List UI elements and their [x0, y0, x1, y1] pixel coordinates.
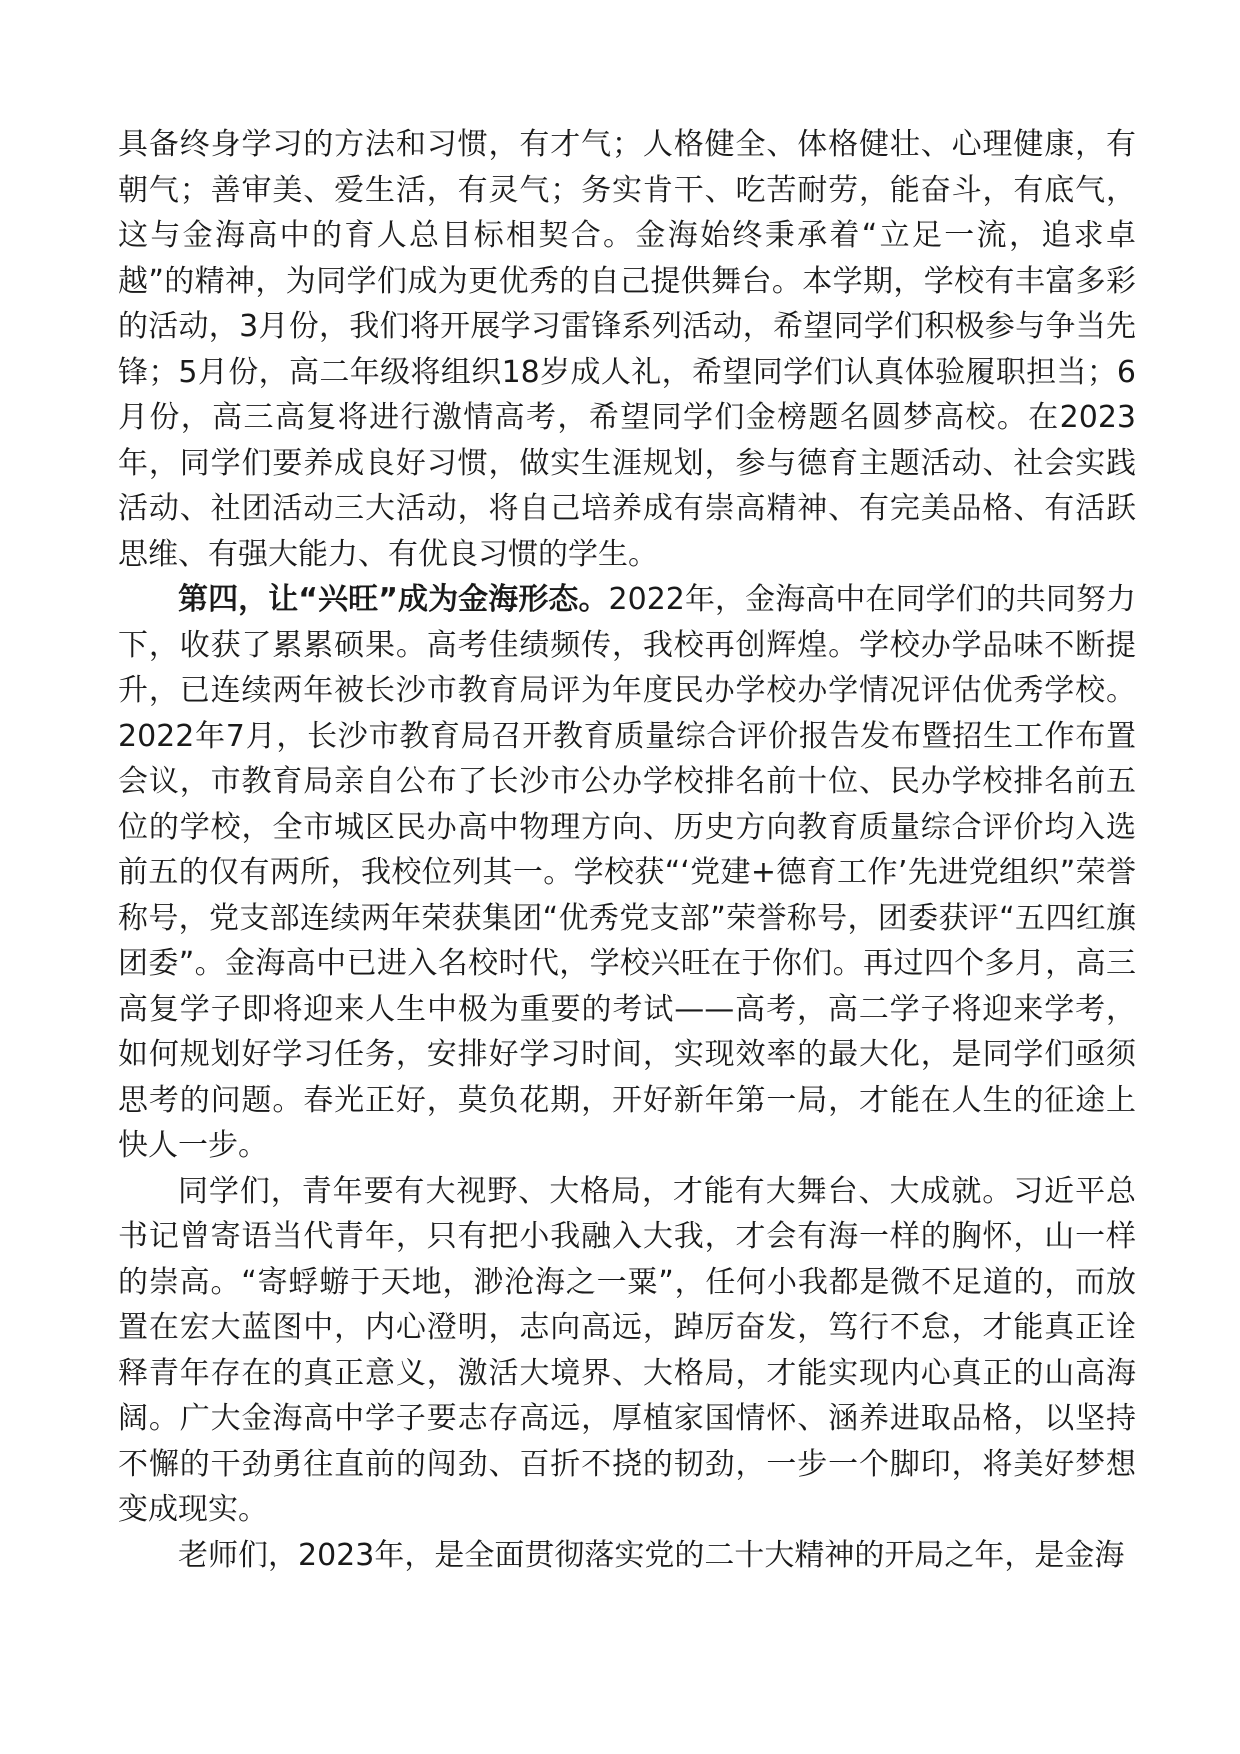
paragraph-4 [118, 1533, 1136, 1579]
paragraph-3 [118, 1169, 1136, 1533]
paragraph-1-text: 具备终身学习的方法和习惯，有才气；人格健全、体格健壮、心理健康，有朝气；善审美、爱生活，有灵气；务实肯干、吃苦耐劳，能奋斗，有底气，这与金海高中的育人总目标相契合。金海始终秉承着“立足一流，追求卓越”的精神，为同学们成为更优秀的自己提供舞台。本学期，学校有丰富多彩的活动，3月份，我们将开展学习雷锋系列活动，希望同学们积极参与争当先锋；5月份，高二年级将组织18岁成人礼，希望同学们认真体验履职担当；6月份，高三高复将进行激情高考，希望同学们金榜题名圆梦高校。在2023年，同学们要养成良好习惯，做实生涯规划，参与德育主题活动、社会实践活动、社团活动三大活动，将自己培养成有崇高精神、有完美品格、有活跃思维、有强大能力、有优良习惯的学生。 [118, 127, 1136, 572]
paragraph-3-text: 同学们，青年要有大视野、大格局，才能有大舞台、大成就。习近平总书记曾寄语当代青年，只有把小我融入大我，才会有海一样的胸怀，山一样的崇高。“寄蜉蝣于天地，渺沧海之一粟”，任何小我都是微不足道的，而放置在宏大蓝图中，内心澄明，志向高远，踔厉奋发，笃行不怠，才能真正诠释青年存在的真正意义，激活大境界、大格局，才能实现内心真正的山高海阔。广大金海高中学子要志存高远，厚植家国情怀、涵养进取品格，以坚持不懈的干劲勇往直前的闯劲、百折不挠的韧劲，一步一个脚印，将美好梦想变成现实。 [118, 1173, 1136, 1527]
document-page [118, 122, 1136, 1578]
paragraph-2 [118, 577, 1136, 1169]
paragraph-2-heading: 第四，让“兴旺”成为金海形态。 [178, 582, 609, 617]
paragraph-2-text: 2022年，金海高中在同学们的共同努力下，收获了累累硕果。高考佳绩频传，我校再创辉煌。学校办学品味不断提升，已连续两年被长沙市教育局评为年度民办学校办学情况评估优秀学校。2022年7月，长沙市教育局召开教育质量综合评价报告发布暨招生工作布置会议，市教育局亲自公布了长沙市公办学校排名前十位、民办学校排名前五位的学校，全市城区民办高中物理方向、历史方向教育质量综合评价均入选前五的仅有两所，我校位列其一。学校获“‘党建+德育工作’先进党组织”荣誉称号，党支部连续两年荣获集团“优秀党支部”荣誉称号，团委获评“五四红旗团委”。金海高中已进入名校时代，学校兴旺在于你们。再过四个多月，高三高复学子即将迎来人生中极为重要的考试——高考，高二学子将迎来学考，如何规划好学习任务，安排好学习时间，实现效率的最大化，是同学们亟须思考的问题。春光正好，莫负花期，开好新年第一局，才能在人生的征途上快人一步。 [118, 582, 1136, 1163]
paragraph-1 [118, 122, 1136, 577]
paragraph-4-text: 老师们，2023年，是全面贯彻落实党的二十大精神的开局之年，是金海 [178, 1537, 1125, 1573]
